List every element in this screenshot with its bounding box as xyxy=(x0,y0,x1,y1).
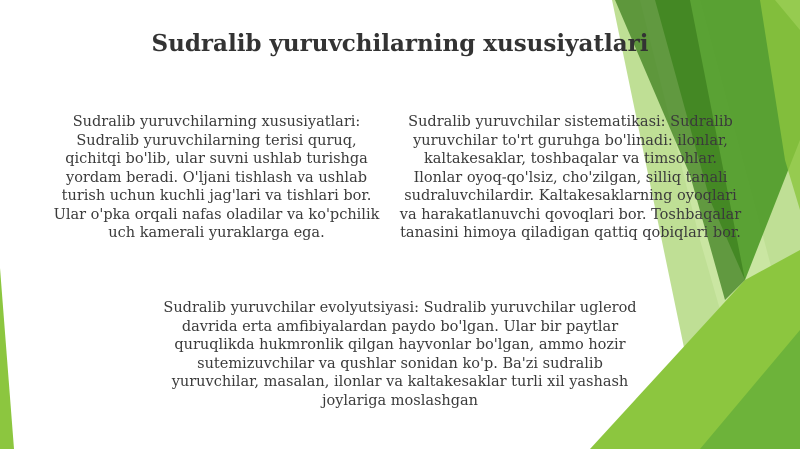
paragraph-characteristics: Sudralib yuruvchilarning xususiyatlari: Sudralib yuruvchilarning terisi quruq, qichitqi bo'lib, ular suvni ushlab turishga yordam beradi. O'ljani tishlash va ushlab turish uchun kuchli jag'lari va tishlari bor. Ular o'pka orqali nafas oladilar va ko'pchilik uch kamerali yuraklarga ega. xyxy=(53,114,380,241)
left-green-shape xyxy=(0,268,14,449)
paragraph-systematics: Sudralib yuruvchilar sistematikasi: Sudralib yuruvchilar to'rt guruhga bo'linadi: ilonlar, kaltakesaklar, toshbaqalar va timsohlar. Ilonlar oyoq-qo'lsiz, cho'zilgan, silliq tanali sudraluvchilardir. Kaltakesaklarning oyoqlari va harakatlanuvchi qovoqlari bor. Toshbaqalar tanasini himoya qiladigan qattiq qobiqlari bor. xyxy=(399,114,742,241)
paragraph-evolution: Sudralib yuruvchilar evolyutsiyasi: Sudralib yuruvchilar uglerod davrida erta amfibiyalardan paydo bo'lgan. Ular bir paytlar quruqlikda hukmronlik qilgan hayvonlar bo'lgan, ammo hozir sutemizuvchilar va qushlar sonidan ko'p. Ba'zi sudralib yuruvchilar, masalan, ilonlar va kaltakesaklar turli xil yashash joylariga moslashgan xyxy=(163,300,637,409)
slide-title: Sudralib yuruvchilarning xususiyatlari xyxy=(151,30,649,57)
